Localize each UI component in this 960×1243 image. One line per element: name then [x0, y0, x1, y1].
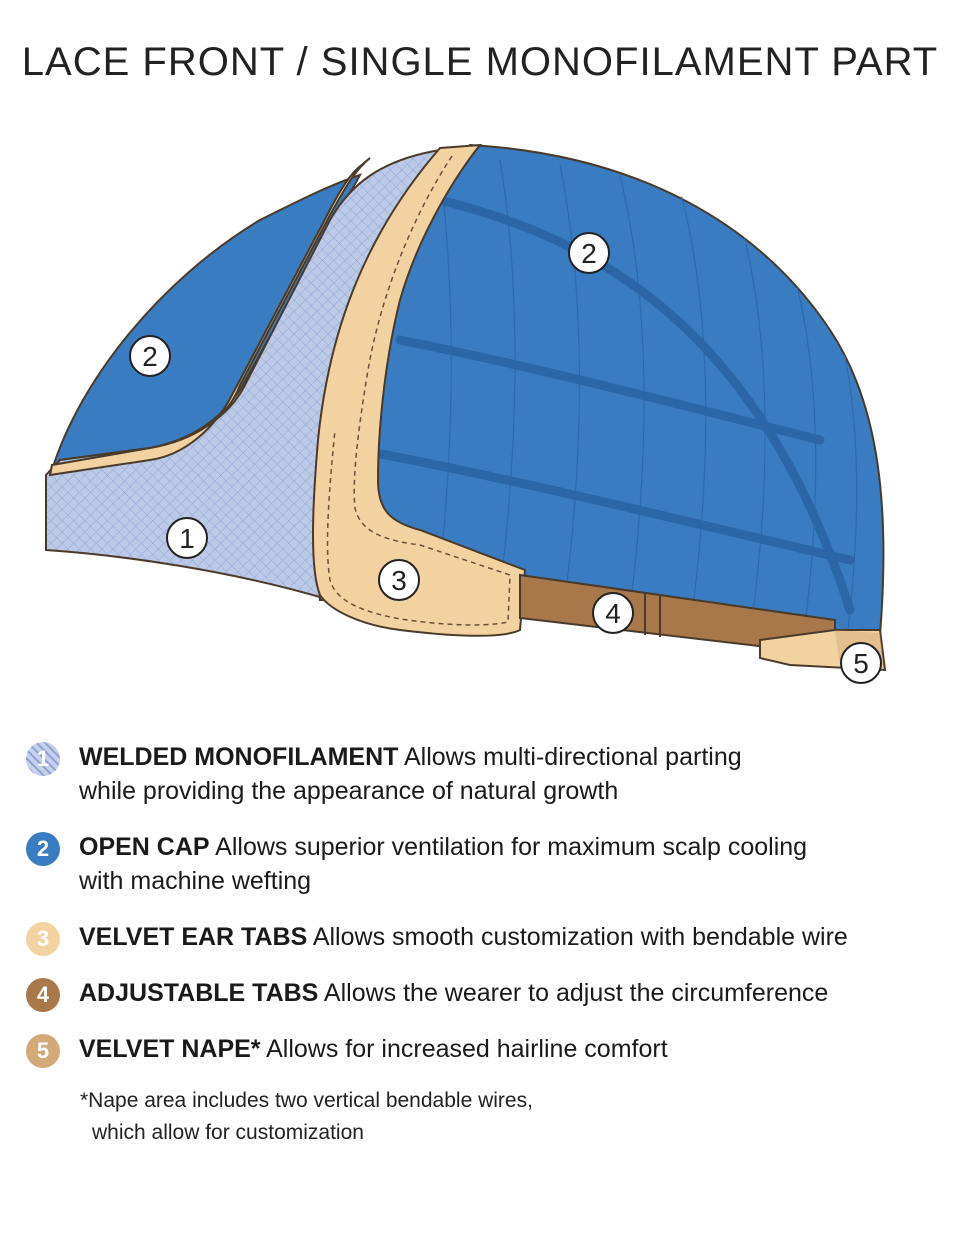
legend-heading: VELVET NAPE*: [79, 1035, 261, 1063]
legend-heading: WELDED MONOFILAMENT: [79, 743, 399, 771]
wig-cap-diagram: [0, 130, 960, 700]
legend-text: Allows superior ventilation for maximum scalp cooling: [209, 833, 808, 861]
legend-item-velvet-nape: [26, 1032, 946, 1066]
callout-2-front: [130, 336, 170, 376]
svg-text:2: 2: [142, 341, 158, 372]
svg-text:3: 3: [391, 565, 407, 596]
callout-2-back: [569, 233, 609, 273]
callout-1: [167, 518, 207, 558]
legend-text: Allows for increased hairline comfort: [260, 1035, 668, 1063]
callout-5: [841, 643, 881, 683]
callout-4: [593, 593, 633, 633]
adjustable-tab-badge-icon: 4: [26, 978, 60, 1012]
legend-heading: VELVET EAR TABS: [79, 923, 308, 951]
legend-item-welded-monofilament: [26, 740, 946, 808]
footnote-line-1: *Nape area includes two vertical bendable wires,: [80, 1089, 533, 1112]
legend-text: Allows smooth customization with bendable wire: [307, 923, 848, 951]
legend-text-line2: while providing the appearance of natural growth: [79, 777, 619, 805]
page-title: LACE FRONT / SINGLE MONOFILAMENT PART: [21, 40, 939, 84]
velvet-nape-badge-icon: 5: [26, 1034, 60, 1068]
legend-text-line2: with machine wefting: [79, 867, 312, 895]
svg-text:1: 1: [179, 523, 195, 554]
legend-heading: OPEN CAP: [79, 833, 210, 861]
callout-3: [379, 560, 419, 600]
legend: [26, 740, 946, 1088]
mono-badge-icon: 1: [26, 742, 60, 776]
svg-text:2: 2: [581, 238, 597, 269]
velvet-ear-tab-badge-icon: 3: [26, 922, 60, 956]
footnote-line-2: which allow for customization: [92, 1121, 364, 1144]
legend-item-velvet-ear-tabs: [26, 920, 946, 954]
legend-item-adjustable-tabs: [26, 976, 946, 1010]
legend-text: Allows multi-directional parting: [398, 743, 742, 771]
legend-text: Allows the wearer to adjust the circumference: [318, 979, 829, 1007]
footnote: [80, 1085, 533, 1149]
legend-item-open-cap: [26, 830, 946, 898]
legend-heading: ADJUSTABLE TABS: [79, 979, 319, 1007]
svg-text:4: 4: [605, 598, 621, 629]
svg-text:5: 5: [853, 648, 869, 679]
open-cap-badge-icon: 2: [26, 832, 60, 866]
